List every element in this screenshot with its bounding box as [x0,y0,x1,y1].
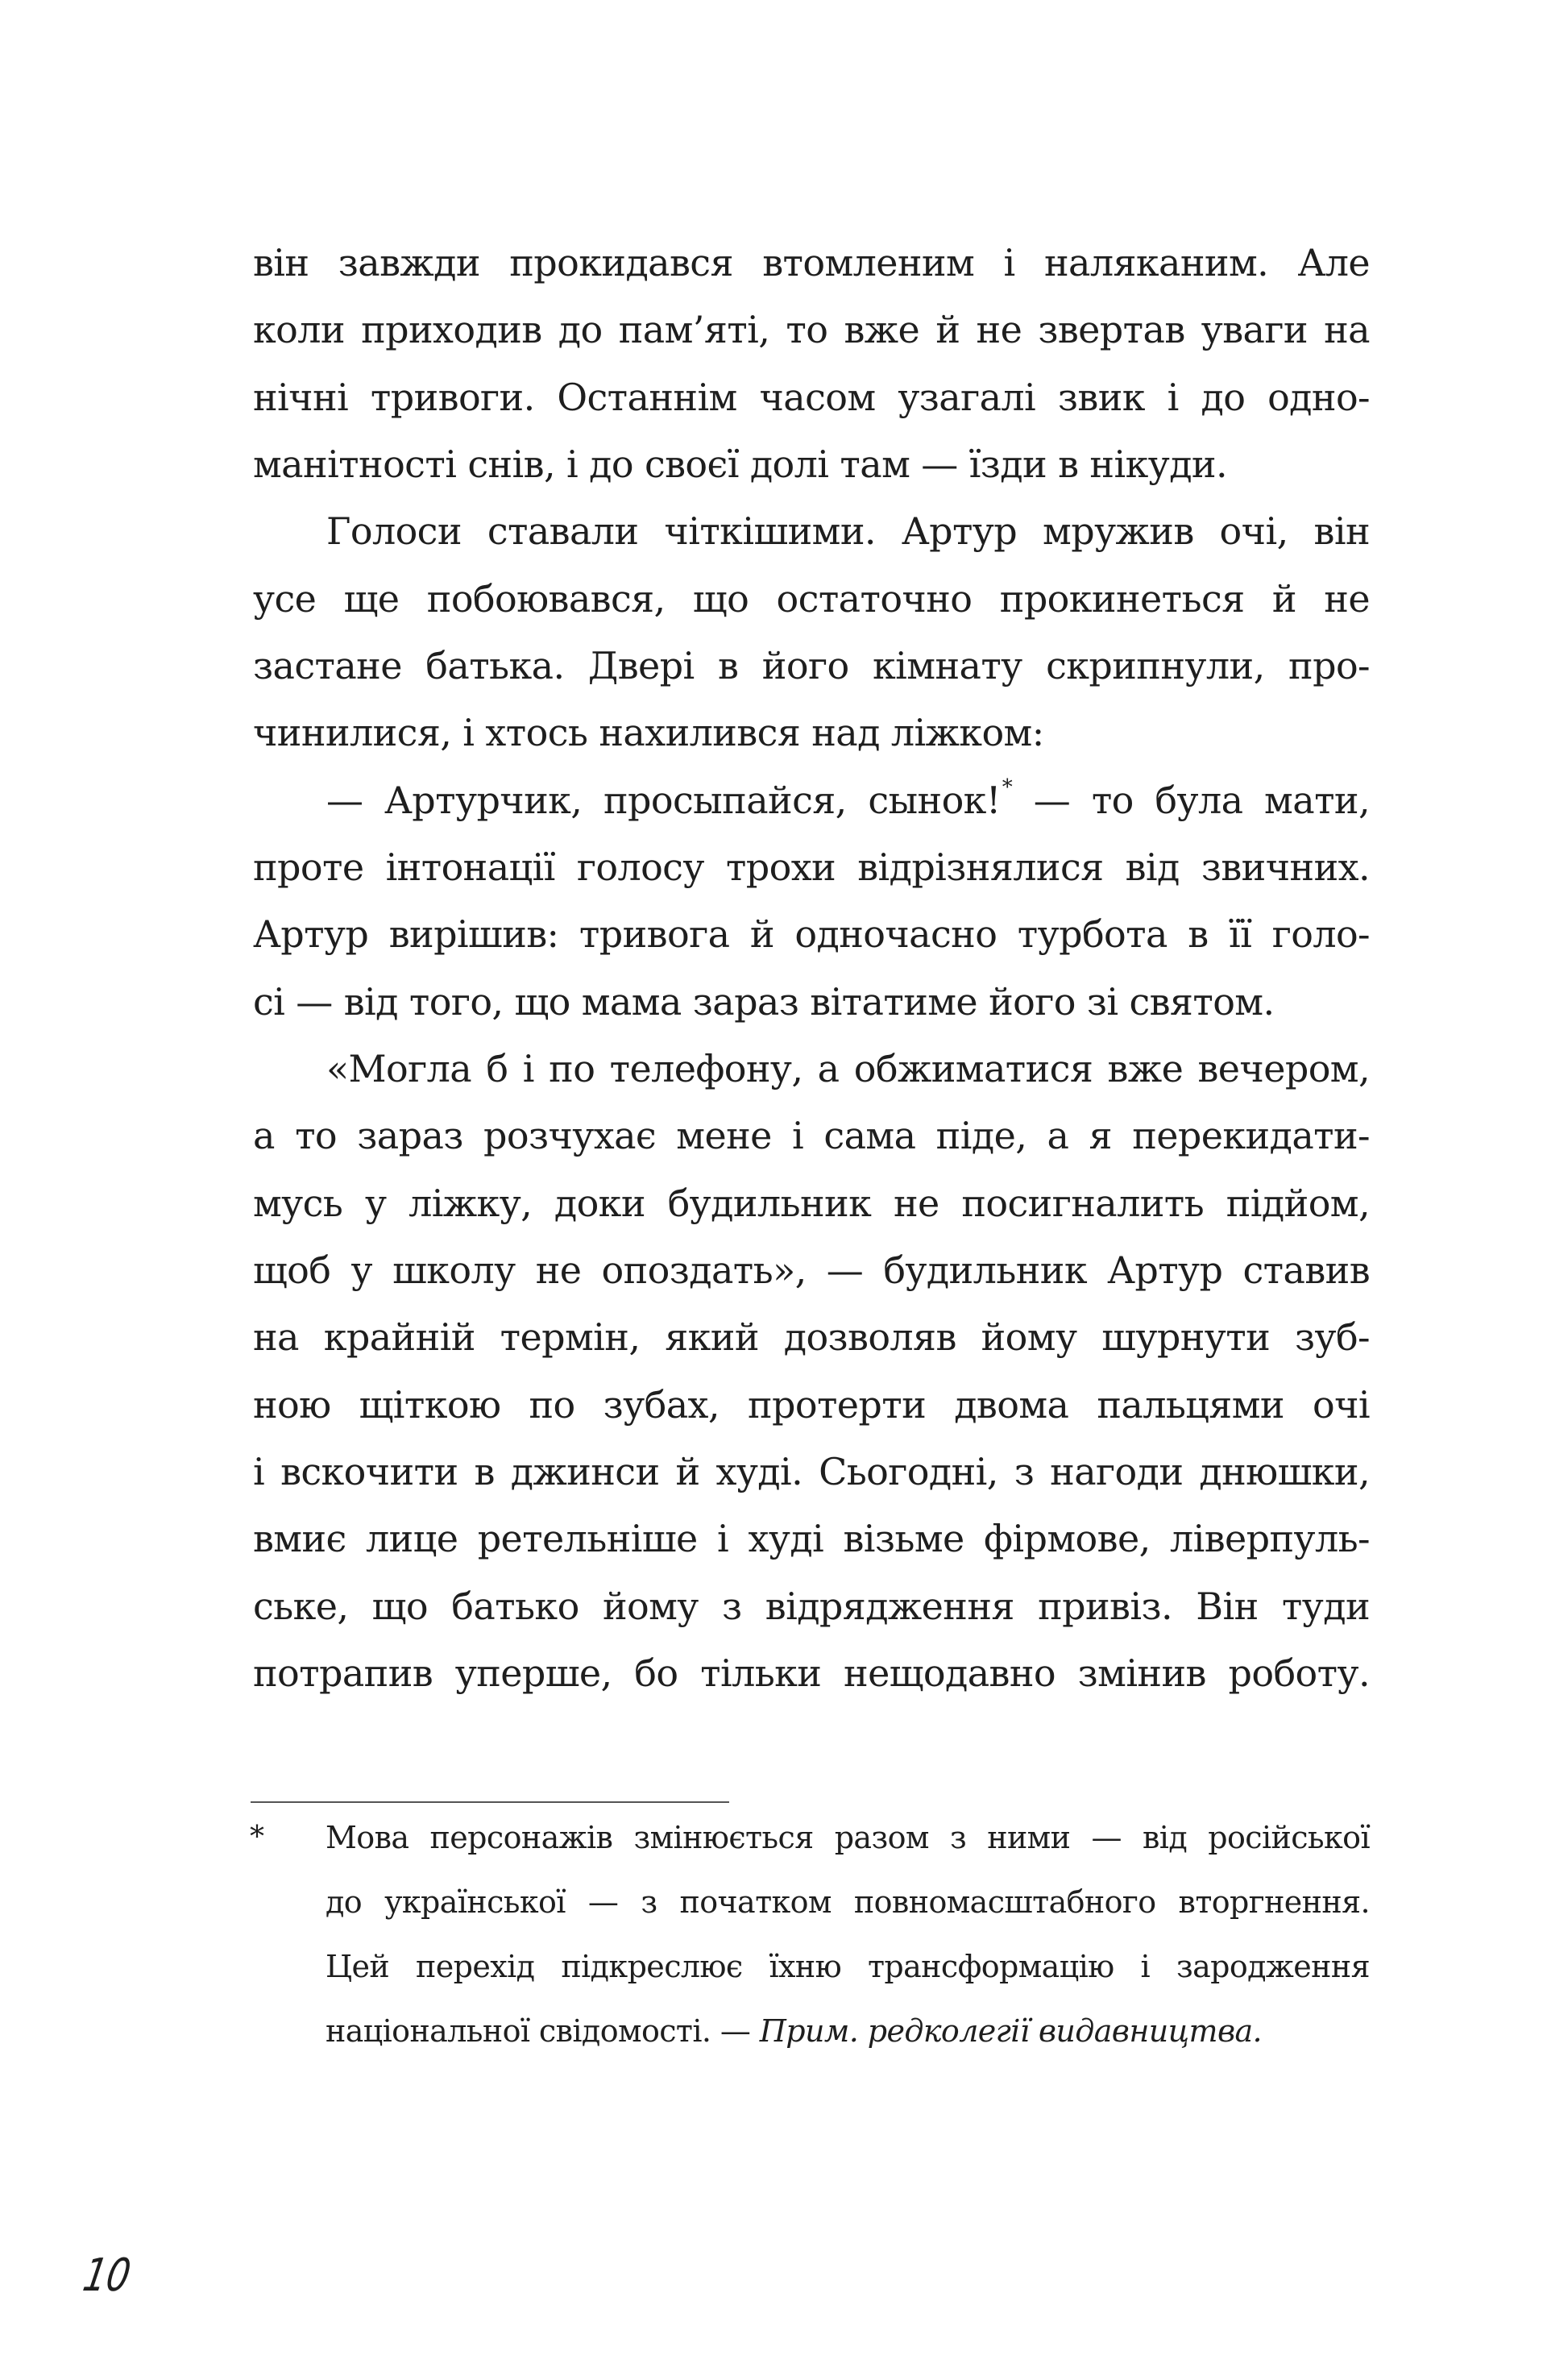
body-line: і вскочити в джинси й худі. Сьогодні, з нагоди днюшки, [253,1450,1370,1493]
body-line: застане батька. Двері в його кімнату скрипнули, про- [253,644,1370,687]
footnote-text: національної свідомості. — [326,2013,760,2049]
footnote-line: до української — з початком повномасштабного вторгнення. [326,1884,1370,1920]
footnote-line: Мова персонажів змінюється разом з ними — від російської [326,1820,1370,1855]
footnote-line [326,1999,1370,2063]
footnote-reference[interactable]: * [1002,775,1013,800]
dialogue-line [253,766,1370,834]
paragraph-start-line: «Могла б і по телефону, а обжиматися вже вечером, [326,1047,1370,1090]
footnote-line: Цей перехід підкреслює їхню трансформацію і зародження [326,1949,1370,1984]
footnote-divider [251,1801,729,1803]
dialogue-text: — Артурчик, просыпайся, сынок! [326,779,1001,822]
body-line: усе ще побоювався, що остаточно прокинеться й не [253,577,1370,621]
body-line: чинилися, і хтось нахилився над ліжком: [253,711,1044,754]
body-line: щоб у школу не опоздать», — будильник Артур ставив [253,1248,1370,1292]
body-line: він завжди прокидався втомленим і наляканим. Але [253,241,1370,285]
body-line: вмиє лице ретельніше і худі візьме фірмове, ліверпуль- [253,1517,1370,1560]
body-line: на крайній термін, який дозволяв йому шурнути зуб- [253,1315,1370,1359]
paragraph-start-line: Голоси ставали чіткішими. Артур мружив очі, він [326,509,1370,553]
footnote-mark: * [250,1821,264,1854]
page-number: 10 [79,2249,135,2302]
editorial-note: Прим. редколегії видавництва. [759,2013,1263,2049]
body-line: коли приходив до пам’яті, то вже й не звертав уваги на [253,308,1370,351]
dialogue-tail: — то була мати, [1012,779,1370,822]
body-line: проте інтонації голосу трохи відрізнялися від звичних. [253,845,1370,889]
body-line: Артур вирішив: тривога й одночасно турбота в її голо- [253,912,1370,956]
body-line: ське, що батько йому з відрядження привіз. Він туди [253,1585,1370,1628]
body-line: а то зараз розчухає мене і сама піде, а я перекидати- [253,1114,1370,1157]
body-line: сі — від того, що мама зараз вітатиме його зі святом. [253,980,1275,1024]
body-line: ною щіткою по зубах, протерти двома пальцями очі [253,1383,1370,1427]
body-line: манітності снів, і до своєї долі там — їзди в нікуди. [253,442,1228,486]
body-line: нічні тривоги. Останнім часом узагалі звик і до одно- [253,376,1370,419]
body-line: потрапив уперше, бо тільки нещодавно змінив роботу. [253,1651,1370,1695]
body-line: мусь у ліжку, доки будильник не посигналить підйом, [253,1182,1370,1225]
